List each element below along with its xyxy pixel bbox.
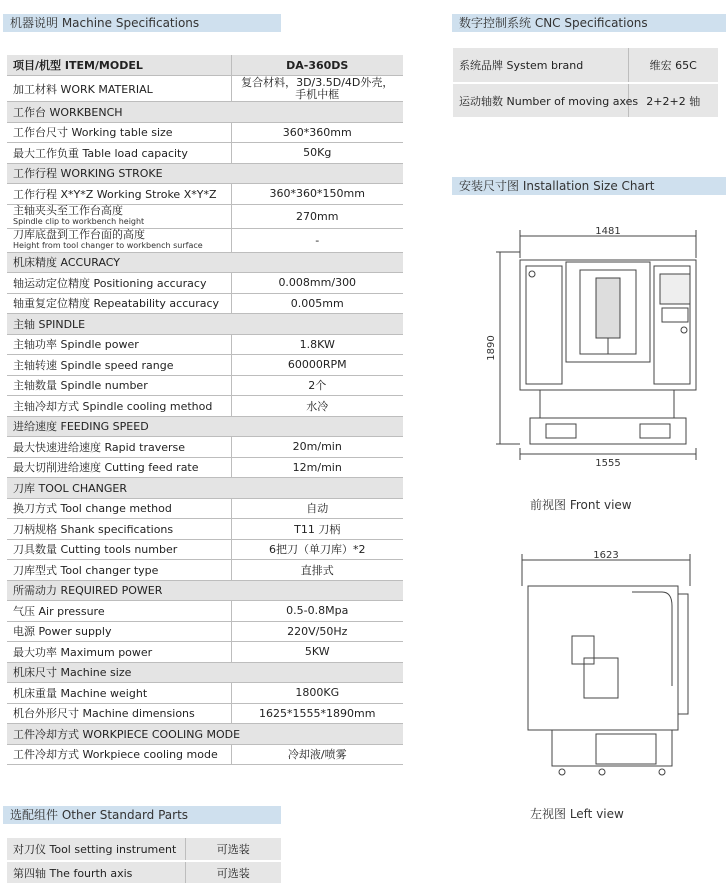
spec-label: 机台外形尺寸 Machine dimensions — [7, 703, 231, 724]
section-title: 工件冷却方式 WORKPIECE COOLING MODE — [7, 724, 403, 745]
table-row — [7, 314, 403, 335]
spec-label-sub: Height from tool changer to workbench surface — [13, 241, 203, 250]
spec-label: 最大切削进给速度 Cutting feed rate — [7, 457, 231, 478]
left-view-drawing — [512, 546, 712, 786]
cnc-value: 维宏 65C — [628, 48, 718, 83]
spec-value: 5KW — [231, 642, 403, 663]
spec-label: 机床重量 Machine weight — [7, 683, 231, 704]
spec-label: 工作行程 X*Y*Z Working Stroke X*Y*Z — [7, 184, 231, 205]
spec-label: 气压 Air pressure — [7, 601, 231, 622]
table-row — [7, 457, 403, 478]
table-row — [7, 744, 403, 765]
table-row — [7, 228, 403, 252]
table-row — [7, 580, 403, 601]
parts-value: 可选装 — [185, 861, 281, 884]
spec-value: 1625*1555*1890mm — [231, 703, 403, 724]
table-row — [7, 143, 403, 164]
table-row — [7, 662, 403, 683]
cnc-table — [453, 48, 718, 119]
spec-value: 12m/min — [231, 457, 403, 478]
table-row — [7, 375, 403, 396]
spec-value: 60000RPM — [231, 355, 403, 376]
spec-label: 刀柄规格 Shank specifications — [7, 519, 231, 540]
table-row — [7, 204, 403, 228]
table-row — [7, 76, 403, 102]
install-title-bar — [452, 177, 726, 195]
spec-label-main: 主轴夹头至工作台高度 — [13, 204, 123, 217]
spec-value: 1.8KW — [231, 334, 403, 355]
spec-label-main: 刀库底盘到工作台面的高度 — [13, 228, 145, 241]
spec-table — [7, 55, 403, 765]
parts-label: 对刀仪 Tool setting instrument — [7, 838, 185, 861]
spec-label: 工作台尺寸 Working table size — [7, 122, 231, 143]
table-row — [7, 683, 403, 704]
front-width-top: 1481 — [595, 226, 621, 237]
spec-label: 主轴数量 Spindle number — [7, 375, 231, 396]
spec-label: 加工材料 WORK MATERIAL — [7, 76, 231, 102]
table-row — [7, 478, 403, 499]
section-title: 工作行程 WORKING STROKE — [7, 163, 403, 184]
left-view-caption: 左视图 Left view — [530, 807, 624, 821]
spec-label: 刀具数量 Cutting tools number — [7, 539, 231, 560]
table-row — [7, 539, 403, 560]
parts-title: 选配组件 Other Standard Parts — [10, 808, 189, 822]
cnc-value: 2+2+2 轴 — [628, 83, 718, 118]
parts-value: 可选装 — [185, 838, 281, 861]
spec-label-sub: Spindle clip to workbench height — [13, 217, 145, 226]
spec-value: 自动 — [231, 498, 403, 519]
spec-value: 0.5-0.8Mpa — [231, 601, 403, 622]
table-row — [7, 724, 403, 745]
section-title: 机床尺寸 Machine size — [7, 662, 403, 683]
parts-title-bar — [3, 806, 281, 824]
table-row — [7, 560, 403, 581]
spec-title-bar — [3, 14, 281, 32]
table-row — [7, 184, 403, 205]
spec-label: 主轴转速 Spindle speed range — [7, 355, 231, 376]
spec-value: 220V/50Hz — [231, 621, 403, 642]
spec-value: 6把刀（单刀库）*2 — [231, 539, 403, 560]
table-row — [7, 703, 403, 724]
spec-label — [7, 228, 231, 252]
parts-label: 第四轴 The fourth axis — [7, 861, 185, 884]
spec-label: 工件冷却方式 Workpiece cooling mode — [7, 744, 231, 765]
table-row — [7, 861, 281, 884]
spec-label: 电源 Power supply — [7, 621, 231, 642]
table-row — [7, 519, 403, 540]
spec-value: 0.008mm/300 — [231, 273, 403, 294]
spec-value: 直排式 — [231, 560, 403, 581]
table-row — [453, 83, 718, 118]
spec-value: - — [231, 228, 403, 252]
spec-header-label: 项目/机型 ITEM/MODEL — [7, 55, 231, 76]
section-title: 工作台 WORKBENCH — [7, 102, 403, 123]
spec-label: 主轴功率 Spindle power — [7, 334, 231, 355]
table-row — [7, 416, 403, 437]
spec-label: 换刀方式 Tool change method — [7, 498, 231, 519]
parts-table — [7, 838, 281, 885]
spec-value: 360*360mm — [231, 122, 403, 143]
spec-value: 0.005mm — [231, 293, 403, 314]
table-row — [453, 48, 718, 83]
spec-label: 最大功率 Maximum power — [7, 642, 231, 663]
spec-label: 轴运动定位精度 Positioning accuracy — [7, 273, 231, 294]
section-title: 进给速度 FEEDING SPEED — [7, 416, 403, 437]
section-title: 刀库 TOOL CHANGER — [7, 478, 403, 499]
table-row — [7, 122, 403, 143]
table-row — [7, 642, 403, 663]
spec-value: T11 刀柄 — [231, 519, 403, 540]
spec-label: 最大工作负重 Table load capacity — [7, 143, 231, 164]
table-row — [7, 621, 403, 642]
spec-value: 2个 — [231, 375, 403, 396]
cnc-title: 数字控制系统 CNC Specifications — [459, 16, 648, 30]
table-row — [7, 437, 403, 458]
spec-value: 复合材料，3D/3.5D/4D外壳，手机中框 — [231, 76, 403, 102]
section-title: 主轴 SPINDLE — [7, 314, 403, 335]
front-height: 1890 — [486, 335, 497, 361]
table-row — [7, 838, 281, 861]
install-title: 安装尺寸图 Installation Size Chart — [459, 179, 655, 193]
table-row — [7, 252, 403, 273]
spec-value: 冷却液/喷雾 — [231, 744, 403, 765]
section-title: 所需动力 REQUIRED POWER — [7, 580, 403, 601]
front-view-drawing — [486, 222, 720, 472]
spec-label: 主轴冷却方式 Spindle cooling method — [7, 396, 231, 417]
spec-title: 机器说明 Machine Specifications — [10, 16, 200, 30]
table-row — [7, 355, 403, 376]
table-row — [7, 293, 403, 314]
cnc-title-bar — [452, 14, 726, 32]
table-row — [7, 396, 403, 417]
spec-label: 刀库型式 Tool changer type — [7, 560, 231, 581]
spec-value: 水冷 — [231, 396, 403, 417]
cnc-label: 运动轴数 Number of moving axes — [453, 83, 628, 118]
spec-label: 轴重复定位精度 Repeatability accuracy — [7, 293, 231, 314]
section-title: 机床精度 ACCURACY — [7, 252, 403, 273]
spec-label: 最大快速进给速度 Rapid traverse — [7, 437, 231, 458]
front-view-caption: 前视图 Front view — [530, 498, 632, 512]
table-row — [7, 601, 403, 622]
spec-value: 360*360*150mm — [231, 184, 403, 205]
spec-header-value: DA-360DS — [231, 55, 403, 76]
left-width-top: 1623 — [593, 550, 619, 561]
spec-label — [7, 204, 231, 228]
cnc-label: 系统品牌 System brand — [453, 48, 628, 83]
spec-value: 270mm — [231, 204, 403, 228]
spec-value: 20m/min — [231, 437, 403, 458]
table-row — [7, 55, 403, 76]
spec-value: 50Kg — [231, 143, 403, 164]
table-row — [7, 273, 403, 294]
front-width-bottom: 1555 — [595, 458, 621, 469]
table-row — [7, 498, 403, 519]
spec-value: 1800KG — [231, 683, 403, 704]
table-row — [7, 163, 403, 184]
table-row — [7, 334, 403, 355]
table-row — [7, 102, 403, 123]
